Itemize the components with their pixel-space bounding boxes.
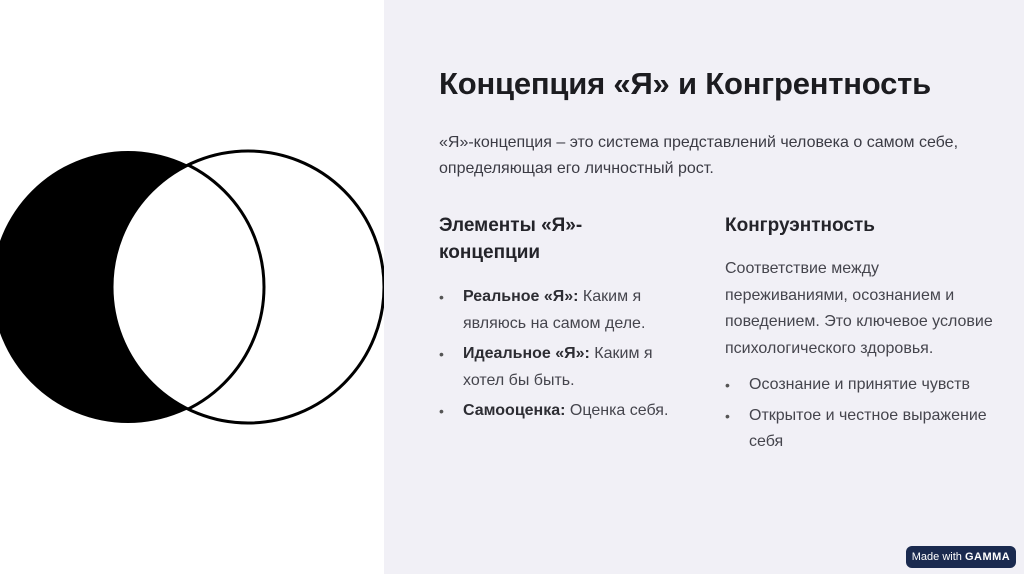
item-term: Самооценка: xyxy=(463,402,566,419)
bullet-icon: • xyxy=(439,403,444,419)
item-text: Осознание и принятие чувств xyxy=(749,376,971,393)
elements-heading-line2: концепции xyxy=(439,242,541,263)
congruence-paragraph: Соответствие между переживаниями, осознанием и поведением. Это ключевое условие психологического здоровья. xyxy=(725,260,993,357)
slide-content xyxy=(384,0,1024,574)
elements-heading xyxy=(439,212,689,266)
list-item xyxy=(439,398,689,425)
list-item xyxy=(725,403,995,456)
intro-text: «Я»-концепция – это система представлений человека о самом себе, определяющая его личностный рост. xyxy=(439,134,959,177)
list-item xyxy=(439,341,689,394)
elements-heading-line1: Элементы «Я»- xyxy=(439,215,583,236)
bullet-icon: • xyxy=(439,346,444,362)
bullet-icon: • xyxy=(725,377,730,393)
bullet-icon: • xyxy=(725,407,730,424)
congruence-list xyxy=(725,372,995,456)
item-text: Каким я хотел бы быть. xyxy=(463,345,653,389)
congruence-heading: Конгруэнтность xyxy=(725,215,875,236)
gamma-logo: GAMMA xyxy=(964,551,1011,563)
item-text: Оценка себя. xyxy=(565,402,669,419)
item-term: Идеальное «Я»: xyxy=(463,345,590,362)
item-text: Открытое и честное выражение себя xyxy=(749,406,987,450)
made-with-gamma-badge[interactable] xyxy=(906,546,1016,568)
elements-list xyxy=(439,284,689,425)
list-item xyxy=(725,372,995,399)
congruence-column xyxy=(725,212,995,460)
item-term: Реальное «Я»: xyxy=(463,288,579,305)
slide-title: Концепция «Я» и Конгрентность xyxy=(439,66,931,101)
list-item xyxy=(439,284,689,337)
venn-diagram-icon xyxy=(0,0,384,574)
badge-prefix: Made with xyxy=(911,551,962,563)
venn-diagram-image xyxy=(0,0,384,574)
elements-column xyxy=(439,212,689,429)
bullet-icon: • xyxy=(439,289,444,305)
right-circle xyxy=(112,151,384,423)
item-text: Каким я являюсь на самом деле. xyxy=(463,288,646,332)
